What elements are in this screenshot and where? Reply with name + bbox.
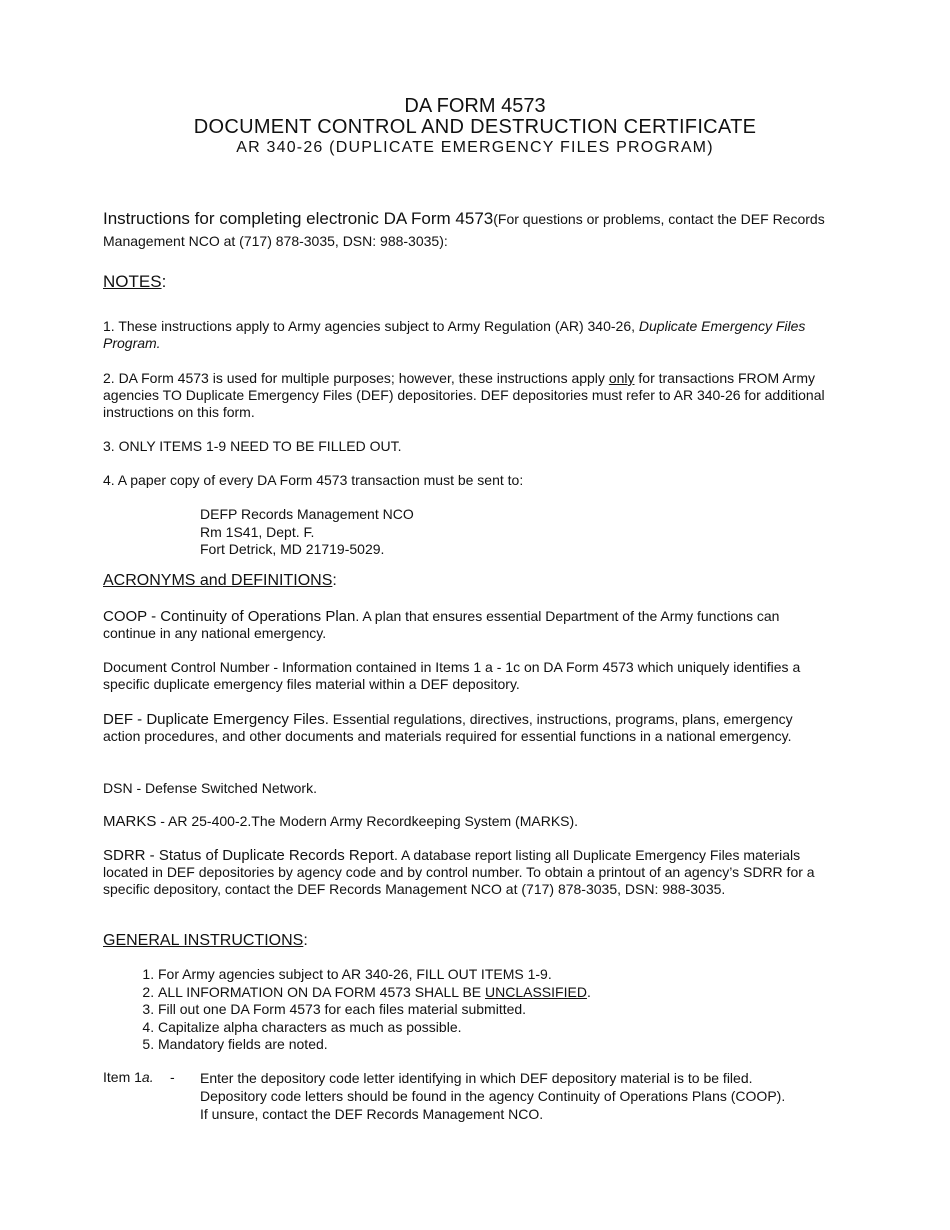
note-1: 1. These instructions apply to Army agencies subject to Army Regulation (AR) 340-26, Duplicate Emergency Files Program. — [103, 318, 806, 351]
def-coop: COOP - Continuity of Operations Plan. A plan that ensures essential Department of the Army functions can continue in any national emergency. — [103, 608, 780, 641]
intro-contact: (For questions or problems, contact the DEF Records Management NCO at (717) 878-3035, DSN: 988-3035): — [103, 211, 825, 249]
mailing-address — [200, 506, 414, 559]
address-line: Rm 1S41, Dept. F. — [200, 523, 315, 540]
item-1a-label: Item 1a. — [103, 1069, 154, 1085]
form-subtitle: AR 340-26 (DUPLICATE EMERGENCY FILES PROGRAM) — [236, 139, 714, 156]
address-line: Fort Detrick, MD 21719-5029. — [200, 541, 385, 557]
note-3: 3. ONLY ITEMS 1-9 NEED TO BE FILLED OUT. — [103, 438, 402, 454]
def-def: DEF - Duplicate Emergency Files. Essential regulations, directives, instructions, programs, plans, emergency action procedures, and other documents and materials required for essential functions in a national emergency. — [103, 711, 793, 744]
note-2: 2. DA Form 4573 is used for multiple purposes; however, these instructions apply only for transactions FROM Army agencies TO Duplicate Emergency Files (DEF) depositories. DEF depositories must refer to AR 340-26 for additional instructions on this form. — [103, 370, 825, 420]
form-title: DOCUMENT CONTROL AND DESTRUCTION CERTIFICATE — [193, 116, 757, 138]
address-line: DEFP Records Management NCO — [200, 506, 414, 522]
item-1a-dash: - — [170, 1069, 175, 1085]
list-item: 3. Fill out one DA Form 4573 for each files material submitted. — [158, 1001, 808, 1019]
def-document-control-number: Document Control Number - Information contained in Items 1 a - 1c on DA Form 4573 which uniquely identifies a specific duplicate emergency files material within a DEF depository. — [103, 659, 801, 692]
item-1a-text: Enter the depository code letter identifying in which DEF depository material is to be filed. Depository code letters should be found in the agency Continuity of Operations Plans (COOP). If unsure, contact the DEF Records Management NCO. — [200, 1070, 786, 1122]
acronyms-heading: ACRONYMS and DEFINITIONS: — [103, 572, 337, 589]
list-item: 5. Mandatory fields are noted. — [158, 1036, 808, 1054]
notes-heading: NOTES: — [103, 272, 167, 291]
list-item: 2. ALL INFORMATION ON DA FORM 4573 SHALL BE UNCLASSIFIED. — [158, 984, 808, 1002]
list-item: 1. For Army agencies subject to AR 340-26, FILL OUT ITEMS 1-9. — [158, 966, 808, 984]
def-sdrr: SDRR - Status of Duplicate Records Report. A database report listing all Duplicate Emergency Files materials located in DEF depositories by agency code and by control number. To obtain a printout of an agency’s SDRR for a specific depository, contact the DEF Records Management NCO at (717) 878-3035, DSN: 988-3035. — [103, 847, 815, 897]
form-number: DA FORM 4573 — [404, 95, 546, 117]
intro-heading: Instructions for completing electronic DA Form 4573 — [103, 209, 494, 228]
def-dsn: DSN - Defense Switched Network. — [103, 780, 317, 796]
list-item: 4. Capitalize alpha characters as much as possible. — [158, 1019, 808, 1037]
note-4: 4. A paper copy of every DA Form 4573 transaction must be sent to: — [103, 472, 524, 488]
general-instructions-list — [103, 966, 808, 1054]
general-heading: GENERAL INSTRUCTIONS: — [103, 932, 308, 949]
def-marks: MARKS - AR 25-400-2.The Modern Army Recordkeeping System (MARKS). — [103, 813, 579, 830]
intro-paragraph — [103, 208, 833, 252]
